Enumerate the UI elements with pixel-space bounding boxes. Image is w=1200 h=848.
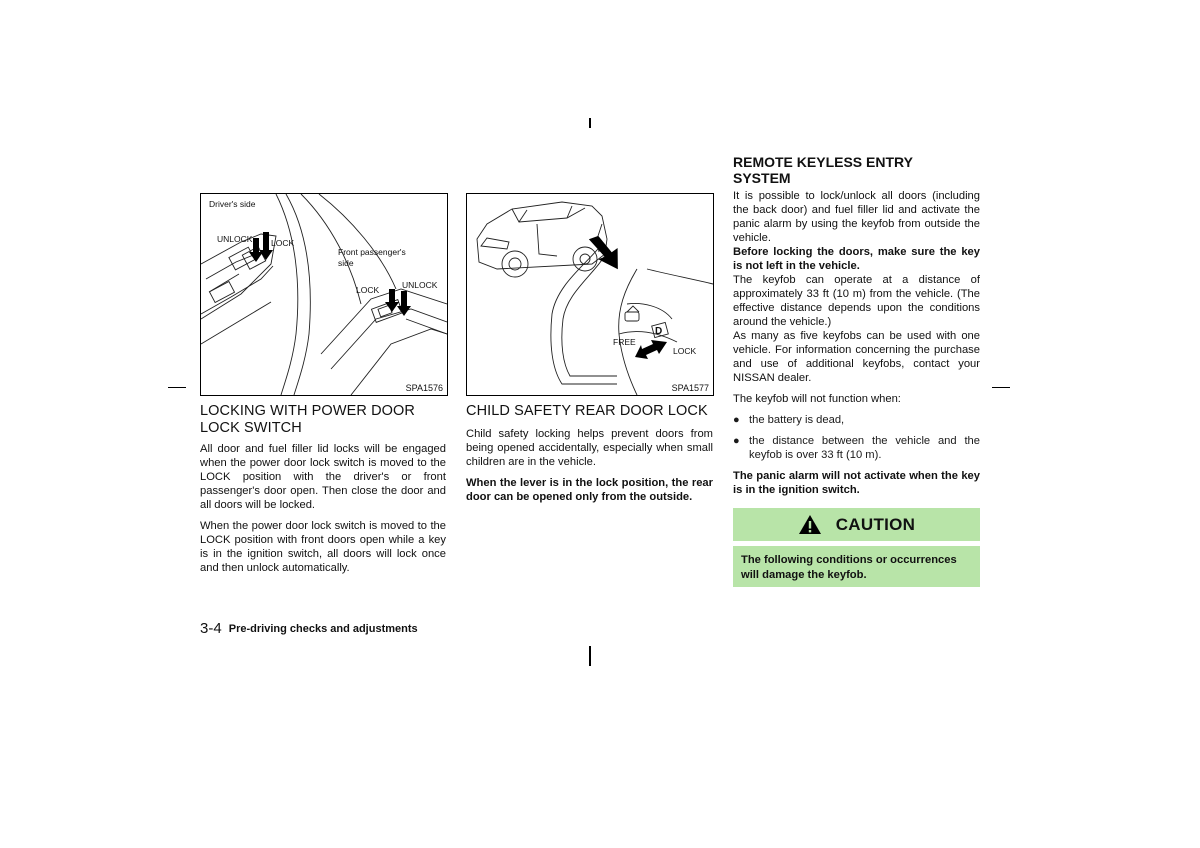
label-lock-right: LOCK — [356, 285, 380, 295]
paragraph: As many as five keyfobs can be used with one vehicle. For information concerning the purchase and use of additional keyfobs, contact your NISSAN dealer. — [733, 330, 980, 384]
figure-code: SPA1577 — [671, 383, 709, 393]
caution-body — [733, 546, 980, 587]
column-remote-keyless — [733, 154, 980, 497]
paragraph: All door and fuel filler lid locks will be engaged when the power door lock switch is moved to the LOCK position with the driver's or front passenger's door open. Then close the door and all doors will be locked. — [200, 443, 446, 511]
label-side: side — [338, 258, 354, 268]
figure-power-door-lock — [200, 193, 448, 396]
label-lock: LOCK — [673, 346, 697, 356]
list-item — [733, 434, 980, 462]
label-drivers-side: Driver's side — [209, 199, 256, 209]
crop-mark-left — [168, 387, 186, 388]
warning-paragraph: The panic alarm will not activate when the key is in the ignition switch. — [733, 470, 980, 496]
caution-text: The following conditions or occurrences will damage the keyfob. — [741, 554, 957, 581]
heading-line: LOCK SWITCH — [200, 420, 302, 436]
heading-line: SYSTEM — [733, 170, 791, 186]
label-unlock-left: UNLOCK — [217, 234, 253, 244]
figure-code: SPA1576 — [405, 383, 443, 393]
svg-text:D: D — [655, 326, 663, 337]
paragraph: It is possible to lock/unlock all doors (including the back door) and fuel filler lid and activate the panic alarm by using the keyfob from outside the vehicle. — [733, 190, 980, 244]
section-heading — [733, 154, 980, 186]
list-item — [733, 413, 980, 427]
list-item-text: the distance between the vehicle and the keyfob is over 33 ft (10 m). — [749, 435, 980, 461]
page-footer — [200, 620, 418, 637]
label-lock-left: LOCK — [271, 238, 295, 248]
heading-line: REMOTE KEYLESS ENTRY — [733, 154, 913, 170]
caution-label: CAUTION — [835, 514, 916, 534]
column-child-safety — [466, 403, 713, 504]
figure-child-safety-lock — [466, 193, 714, 396]
crop-mark-right — [992, 387, 1010, 388]
bullet-icon: ● — [733, 414, 740, 426]
list-item-text: the battery is dead, — [749, 414, 845, 426]
column-power-door-lock — [200, 403, 446, 575]
label-unlock-right: UNLOCK — [402, 280, 438, 290]
warning-paragraph: Before locking the doors, make sure the key is not left in the vehicle. — [733, 246, 980, 272]
caution-header — [733, 508, 980, 541]
paragraph: Child safety locking helps prevent doors from being opened accidentally, especially when small children are in the vehicle. — [466, 428, 713, 468]
paragraph: When the power door lock switch is moved to the LOCK position with front doors open while a key is in the ignition switch, all doors will lock once and then unlock automatically. — [200, 520, 446, 574]
door-switch-illustration — [201, 194, 447, 395]
crop-mark-top — [589, 118, 591, 128]
section-heading: CHILD SAFETY REAR DOOR LOCK — [466, 403, 708, 419]
paragraph: The keyfob can operate at a distance of approximately 33 ft (10 m) from the vehicle. (The effective distance depends upon the conditions around the vehicle.) — [733, 274, 980, 328]
warning-paragraph: When the lever is in the lock position, the rear door can be opened only from the outside. — [466, 477, 713, 503]
label-free: FREE — [613, 337, 636, 347]
vehicle-illustration — [467, 194, 713, 395]
section-title: Pre-driving checks and adjustments — [228, 622, 418, 635]
bullet-icon: ● — [733, 435, 740, 447]
page-number: 3-4 — [200, 620, 222, 637]
warning-triangle-icon — [798, 514, 822, 535]
section-heading — [200, 403, 446, 437]
label-front-passenger: Front passenger's — [338, 247, 406, 257]
paragraph: The keyfob will not function when: — [733, 393, 901, 405]
condition-list — [733, 413, 980, 462]
heading-line: LOCKING WITH POWER DOOR — [200, 403, 415, 419]
crop-mark-bottom — [589, 646, 591, 666]
